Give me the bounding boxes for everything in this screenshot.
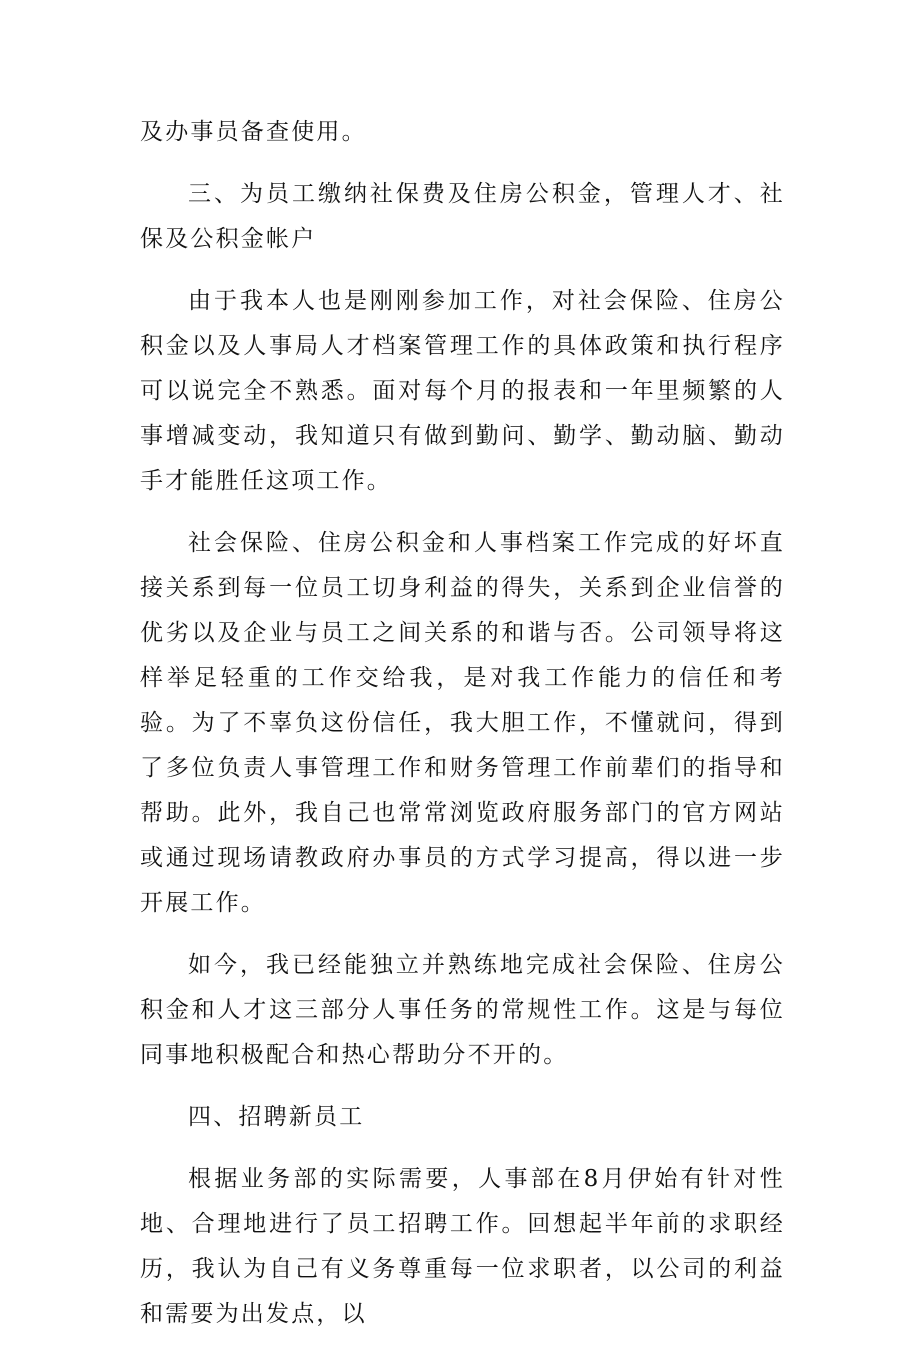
- paragraph-body: 由于我本人也是刚刚参加工作，对社会保险、住房公积金以及人事局人才档案管理工作的具体政策和执行程序可以说完全不熟悉。面对每个月的报表和一年里频繁的人事增减变动，我知道只有做到勤问、勤学、勤动脑、勤动手才能胜任这项工作。: [140, 288, 785, 494]
- paragraph-continuation: 及办事员备查使用。: [140, 119, 367, 145]
- paragraph-body: 社会保险、住房公积金和人事档案工作完成的好坏直接关系到每一位员工切身利益的得失，关系到企业信誉的优劣以及企业与员工之间关系的和谐与否。公司领导将这样举足轻重的工作交给我，是对我工作能力的信任和考验。为了不辜负这份信任，我大胆工作，不懂就问，得到了多位负责人事管理工作和财务管理工作前辈们的指导和帮助。此外，我自己也常常浏览政府服务部门的官方网站或通过现场请教政府办事员的方式学习提高，得以进一步开展工作。: [140, 530, 785, 916]
- section-heading-4: 四、招聘新员工: [188, 1104, 365, 1130]
- paragraph-body: 根据业务部的实际需要，人事部在8月伊始有针对性地、合理地进行了员工招聘工作。回想起半年前的求职经历，我认为自己有义务尊重每一位求职者，以公司的利益和需要为出发点，以: [140, 1166, 785, 1327]
- section-heading-3: 三、为员工缴纳社保费及住房公积金，管理人才、社保及公积金帐户: [140, 181, 785, 252]
- paragraph-body: 如今，我已经能独立并熟练地完成社会保险、住房公积金和人才这三部分人事任务的常规性工作。这是与每位同事地积极配合和热心帮助分不开的。: [140, 952, 785, 1068]
- document-page: [140, 110, 785, 1354]
